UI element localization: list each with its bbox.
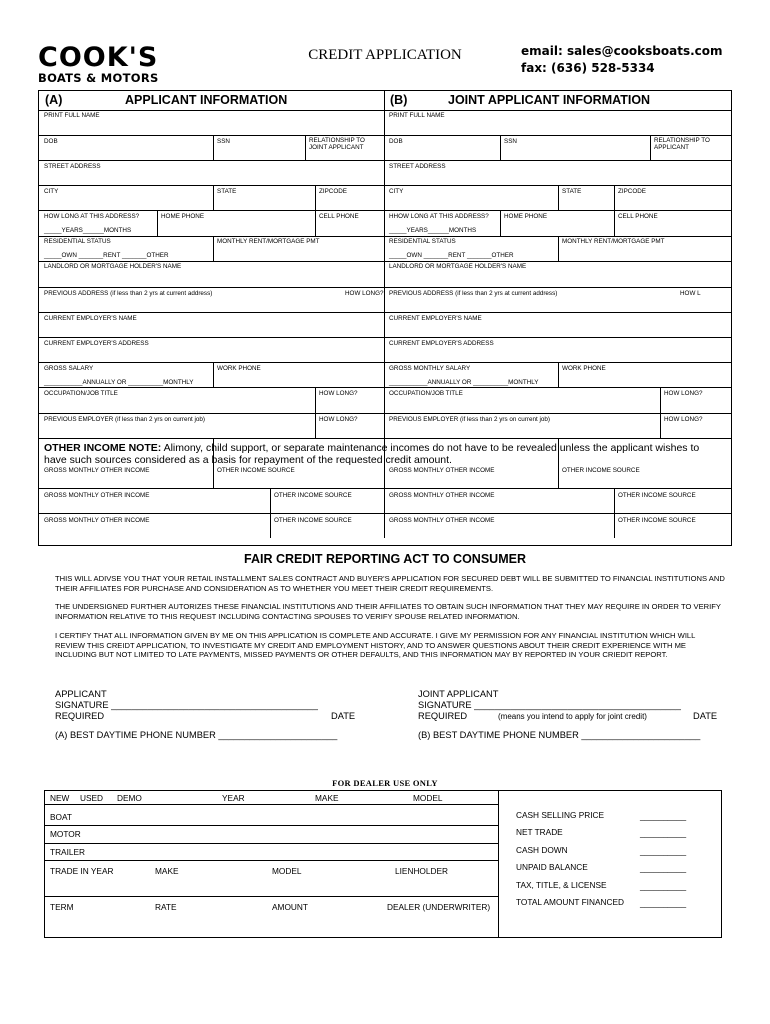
dealer-line [721, 790, 722, 938]
b-other-source-2[interactable]: OTHER INCOME SOURCE [618, 492, 696, 499]
b-relationship-field[interactable]: RELATIONSHIP TO APPLICANT [654, 137, 710, 152]
row-line [38, 185, 732, 186]
section-a-title: APPLICANT INFORMATION [125, 93, 288, 107]
b-previous-address-field[interactable]: PREVIOUS ADDRESS (if less than 2 yrs at current address) [389, 290, 558, 297]
b-daytime-phone-field[interactable]: (B) BEST DAYTIME PHONE NUMBER _______________________ [418, 730, 701, 740]
b-employer-address-field[interactable]: CURRENT EMPLOYER'S ADDRESS [389, 340, 494, 347]
cell-divider [500, 210, 501, 236]
applicant-label: APPLICANT [55, 689, 107, 699]
dealer-rate[interactable]: RATE [155, 902, 177, 912]
other-income-note-text: Alimony, child support, or separate maintenance incomes do not have to be revealed unless the applicant wishes to have such sources considered as a basis for repayment of the requested credit amount. [44, 442, 700, 466]
column-divider [384, 90, 385, 442]
unpaid-balance-field[interactable]: __________ [640, 863, 687, 873]
a-years-months[interactable]: _____YEARS______MONTHS [44, 227, 132, 234]
dealer-lienholder[interactable]: LIENHOLDER [395, 866, 449, 876]
dealer-demo-option[interactable]: DEMO [117, 793, 142, 803]
b-zipcode-field[interactable]: ZIPCODE [618, 188, 646, 195]
tax-title-license-label: TAX, TITLE, & LICENSE [516, 880, 607, 890]
cash-selling-price-field[interactable]: __________ [640, 811, 687, 821]
a-cell-phone-field[interactable]: CELL PHONE [319, 213, 359, 220]
row-line [38, 513, 732, 514]
dealer-underwriter[interactable]: DEALER (UNDERWRITER) [387, 902, 491, 912]
a-prev-address-how-long[interactable]: HOW LONG? [345, 290, 384, 297]
joint-applicant-label: JOINT APPLICANT [418, 689, 499, 699]
dealer-trade-model[interactable]: MODEL [272, 866, 302, 876]
net-trade-label: NET TRADE [516, 827, 563, 837]
a-previous-employer-field[interactable]: PREVIOUS EMPLOYER (if less than 2 yrs on current job) [44, 416, 205, 423]
section-a-letter: (A) [45, 93, 63, 107]
b-own-rent-other[interactable]: _____OWN _______RENT _______OTHER [389, 252, 514, 259]
row-line [38, 362, 732, 363]
b-home-phone-field[interactable]: HOME PHONE [504, 213, 548, 220]
dealer-model-header: MODEL [413, 793, 443, 803]
a-other-source-1[interactable]: OTHER INCOME SOURCE [217, 467, 295, 474]
a-work-phone-field[interactable]: WORK PHONE [217, 365, 261, 372]
row-line [38, 110, 732, 111]
fcra-paragraph-2: THE UNDERSIGNED FURTHER AUTORIZES THESE FINANCIAL INSTITUTIONS AND THEIR AFFILIATES TO OBTAIN SUCH INFORMATION THAT THEY MAY REQUIRE IN ORDER TO VERIFY INFORMATION RELATIVE TO THIS REQUEST INCLUDING CONTACTING SPOUSES TO VERIFY SPOUSE RELATED INFORMATION. [55, 602, 721, 621]
a-occupation-field[interactable]: OCCUPATION/JOB TITLE [44, 390, 118, 397]
a-annually-monthly[interactable]: ___________ANNUALLY OR __________MONTHLY [44, 379, 194, 386]
cell-divider [614, 210, 615, 236]
b-gross-salary-field[interactable]: GROSS MONTHLY SALARY [389, 365, 471, 372]
b-other-source-3[interactable]: OTHER INCOME SOURCE [618, 517, 696, 524]
page-title: CREDIT APPLICATION [308, 47, 462, 63]
cell-divider [213, 135, 214, 160]
b-other-income-3[interactable]: GROSS MONTHLY OTHER INCOME [389, 517, 495, 524]
total-financed-label: TOTAL AMOUNT FINANCED [516, 897, 625, 907]
dealer-line [44, 843, 498, 844]
b-monthly-rent-field[interactable]: MONTHLY RENT/MORTGAGE PMT [562, 238, 665, 245]
a-city-field[interactable]: CITY [44, 188, 59, 195]
fcra-paragraph-3: I CERTIFY THAT ALL INFORMATION GIVEN BY ME ON THIS APPLICATION IS COMPLETE AND ACCURATE. I GIVE MY PERMISSION FOR ANY FINANCIAL INSTITUTION WHICH WILL REVIEW THIS CREIDT APPLICATION, TO INVESTIGATE MY CREDIT AND EMPLOYMENT HISTORY, AND TO ANSWER QUESTIONS ABOUT THEIR CREDIT EXPERIENCE WITH ME INCLUDING BUT NOT LIMITED TO LATE PAYMENTS, MISSED PAYMENTS OR OTHER DEFAULTS, AND THIS INFORMATION MAY BY REPORTED IN YOUR CRIEDIT REPORT. [55, 631, 696, 659]
a-street-field[interactable]: STREET ADDRESS [44, 163, 101, 170]
b-previous-employer-field[interactable]: PREVIOUS EMPLOYER (if less than 2 yrs on current job) [389, 416, 550, 423]
cell-divider [213, 185, 214, 210]
a-daytime-phone-field[interactable]: (A) BEST DAYTIME PHONE NUMBER _______________________ [55, 730, 338, 740]
b-other-source-1[interactable]: OTHER INCOME SOURCE [562, 467, 640, 474]
cell-divider [558, 185, 559, 210]
cell-divider [157, 210, 158, 236]
a-dob-field[interactable]: DOB [44, 138, 58, 145]
dealer-trade-year[interactable]: TRADE IN YEAR [50, 866, 114, 876]
b-cell-phone-field[interactable]: CELL PHONE [618, 213, 658, 220]
b-city-field[interactable]: CITY [389, 188, 404, 195]
dealer-line [44, 790, 722, 791]
cell-divider [614, 488, 615, 538]
dealer-year-header: YEAR [222, 793, 245, 803]
dealer-line [44, 825, 498, 826]
a-previous-address-field[interactable]: PREVIOUS ADDRESS (if less than 2 yrs at current address) [44, 290, 213, 297]
b-residential-status: RESIDENTIAL STATUS [389, 238, 456, 245]
a-relationship-field[interactable]: RELATIONSHIP TO JOINT APPLICANT [309, 137, 365, 152]
joint-credit-note: (means you intend to apply for joint credit) [498, 712, 647, 721]
row-line [38, 312, 732, 313]
b-other-income-1[interactable]: GROSS MONTHLY OTHER INCOME [389, 467, 495, 474]
joint-signature-line[interactable]: SIGNATURE ________________________________________ [418, 700, 681, 710]
contact-info [521, 43, 723, 77]
logo-sub-text: BOATS & MOTORS [38, 71, 159, 85]
a-occupation-how-long[interactable]: HOW LONG? [319, 390, 358, 397]
a-prev-employer-how-long[interactable]: HOW LONG? [319, 416, 358, 423]
b-prev-employer-how-long[interactable]: HOW LONG? [664, 416, 703, 423]
b-landlord-field[interactable]: LANDLORD OR MORTGAGE HOLDER'S NAME [389, 263, 527, 270]
dealer-amount[interactable]: AMOUNT [272, 902, 308, 912]
cell-divider [660, 387, 661, 438]
cell-divider [315, 210, 316, 236]
row-line [38, 160, 732, 161]
b-occupation-how-long[interactable]: HOW LONG? [664, 390, 703, 397]
a-other-income-2[interactable]: GROSS MONTHLY OTHER INCOME [44, 492, 150, 499]
cell-divider [305, 135, 306, 160]
b-work-phone-field[interactable]: WORK PHONE [562, 365, 606, 372]
row-line [38, 210, 732, 211]
fcra-paragraph-1: THIS WILL ADIVSE YOU THAT YOUR RETAIL INSTALLMENT SALES CONTRACT AND BUYER'S APPLICATION FOR SECURED DEBT WILL BE SUBMITTED TO FINANCIAL INSTITUTIONS AND THEIR AFFILIATES FOR PURCHASE AND CONSIDERATION AS TO WHETHER YOU MEET THEIR CREDIT REQUIREMENTS. [55, 574, 725, 593]
dealer-use-title: FOR DEALER USE ONLY [332, 778, 438, 788]
a-ssn-field[interactable]: SSN [217, 138, 230, 145]
applicant-signature-line[interactable]: SIGNATURE ________________________________________ [55, 700, 318, 710]
a-how-long-field[interactable]: HOW LONG AT THIS ADDRESS? [44, 213, 140, 220]
a-gross-salary-field[interactable]: GROSS SALARY [44, 365, 94, 372]
dealer-trailer-row[interactable]: TRAILER [50, 847, 86, 857]
dealer-used-option[interactable]: USED [80, 793, 104, 803]
dealer-line [44, 790, 45, 938]
a-employer-name-field[interactable]: CURRENT EMPLOYER'S NAME [44, 315, 137, 322]
cell-divider [270, 488, 271, 538]
applicant-required-label: REQUIRED [55, 711, 105, 721]
b-state-field[interactable]: STATE [562, 188, 582, 195]
cell-divider [558, 362, 559, 387]
cell-divider [650, 135, 651, 160]
a-other-source-3[interactable]: OTHER INCOME SOURCE [274, 517, 352, 524]
b-print-name-field[interactable]: PRINT FULL NAME [389, 112, 445, 119]
dealer-boat-row[interactable]: BOAT [50, 812, 72, 822]
dealer-line [498, 790, 499, 938]
b-street-field[interactable]: STREET ADDRESS [389, 163, 446, 170]
b-ssn-field[interactable]: SSN [504, 138, 517, 145]
row-line [38, 387, 732, 388]
net-trade-field[interactable]: __________ [640, 828, 687, 838]
row-line [38, 287, 732, 288]
contact-fax: fax: (636) 528-5334 [521, 61, 655, 75]
company-logo [38, 44, 159, 85]
cell-divider [315, 387, 316, 438]
dealer-make-header: MAKE [315, 793, 339, 803]
other-income-note-heading: OTHER INCOME NOTE: [44, 442, 162, 454]
dealer-motor-row[interactable]: MOTOR [50, 829, 81, 839]
section-b-title: JOINT APPLICANT INFORMATION [448, 93, 651, 107]
dealer-line [44, 804, 498, 805]
a-home-phone-field[interactable]: HOME PHONE [161, 213, 205, 220]
b-years-months[interactable]: _____YEARS______MONTHS [389, 227, 477, 234]
cell-divider [500, 135, 501, 160]
row-line [38, 261, 732, 262]
dealer-new-option[interactable]: NEW [50, 793, 70, 803]
tax-title-license-field[interactable]: __________ [640, 881, 687, 891]
dealer-line [44, 860, 498, 861]
cell-divider [213, 236, 214, 261]
other-income-note [44, 442, 724, 466]
section-b-letter: (B) [390, 93, 408, 107]
b-annually-monthly[interactable]: ___________ANNUALLY OR __________MONTHLY [389, 379, 539, 386]
a-print-name-field[interactable]: PRINT FULL NAME [44, 112, 100, 119]
logo-main-text: COOK'S [38, 42, 159, 73]
cell-divider [558, 236, 559, 261]
b-prev-address-how-long[interactable]: HOW L [680, 290, 701, 297]
a-landlord-field[interactable]: LANDLORD OR MORTGAGE HOLDER'S NAME [44, 263, 182, 270]
b-other-income-2[interactable]: GROSS MONTHLY OTHER INCOME [389, 492, 495, 499]
row-line [38, 488, 732, 489]
dealer-line [44, 937, 722, 938]
joint-date-field[interactable]: DATE [693, 711, 718, 721]
a-employer-address-field[interactable]: CURRENT EMPLOYER'S ADDRESS [44, 340, 149, 347]
a-monthly-rent-field[interactable]: MONTHLY RENT/MORTGAGE PMT [217, 238, 320, 245]
a-other-income-3[interactable]: GROSS MONTHLY OTHER INCOME [44, 517, 150, 524]
fcra-title: FAIR CREDIT REPORTING ACT TO CONSUMER [244, 552, 526, 566]
row-line [38, 337, 732, 338]
row-line [38, 438, 732, 439]
total-financed-field[interactable]: __________ [640, 898, 687, 908]
a-residential-status: RESIDENTIAL STATUS [44, 238, 111, 245]
row-line [38, 413, 732, 414]
b-employer-name-field[interactable]: CURRENT EMPLOYER'S NAME [389, 315, 482, 322]
applicant-form-frame [38, 90, 732, 546]
cash-down-label: CASH DOWN [516, 845, 568, 855]
a-state-field[interactable]: STATE [217, 188, 237, 195]
b-occupation-field[interactable]: OCCUPATION/JOB TITLE [389, 390, 463, 397]
applicant-date-field[interactable]: DATE [331, 711, 356, 721]
cell-divider [213, 362, 214, 387]
contact-email: email: sales@cooksboats.com [521, 44, 723, 58]
dealer-trade-make[interactable]: MAKE [155, 866, 179, 876]
cash-down-field[interactable]: __________ [640, 846, 687, 856]
cash-selling-price-label: CASH SELLING PRICE [516, 810, 605, 820]
a-other-income-1[interactable]: GROSS MONTHLY OTHER INCOME [44, 467, 150, 474]
a-own-rent-other[interactable]: _____OWN _______RENT _______OTHER [44, 252, 169, 259]
dealer-term[interactable]: TERM [50, 902, 74, 912]
dealer-line [44, 896, 498, 897]
cell-divider [315, 185, 316, 210]
b-how-long-field[interactable]: HHOW LONG AT THIS ADDRESS? [389, 213, 489, 220]
a-zipcode-field[interactable]: ZIPCODE [319, 188, 347, 195]
b-dob-field[interactable]: DOB [389, 138, 403, 145]
unpaid-balance-label: UNPAID BALANCE [516, 862, 588, 872]
row-line [38, 135, 732, 136]
a-other-source-2[interactable]: OTHER INCOME SOURCE [274, 492, 352, 499]
cell-divider [614, 185, 615, 210]
row-line [38, 236, 732, 237]
joint-required-label: REQUIRED [418, 711, 468, 721]
